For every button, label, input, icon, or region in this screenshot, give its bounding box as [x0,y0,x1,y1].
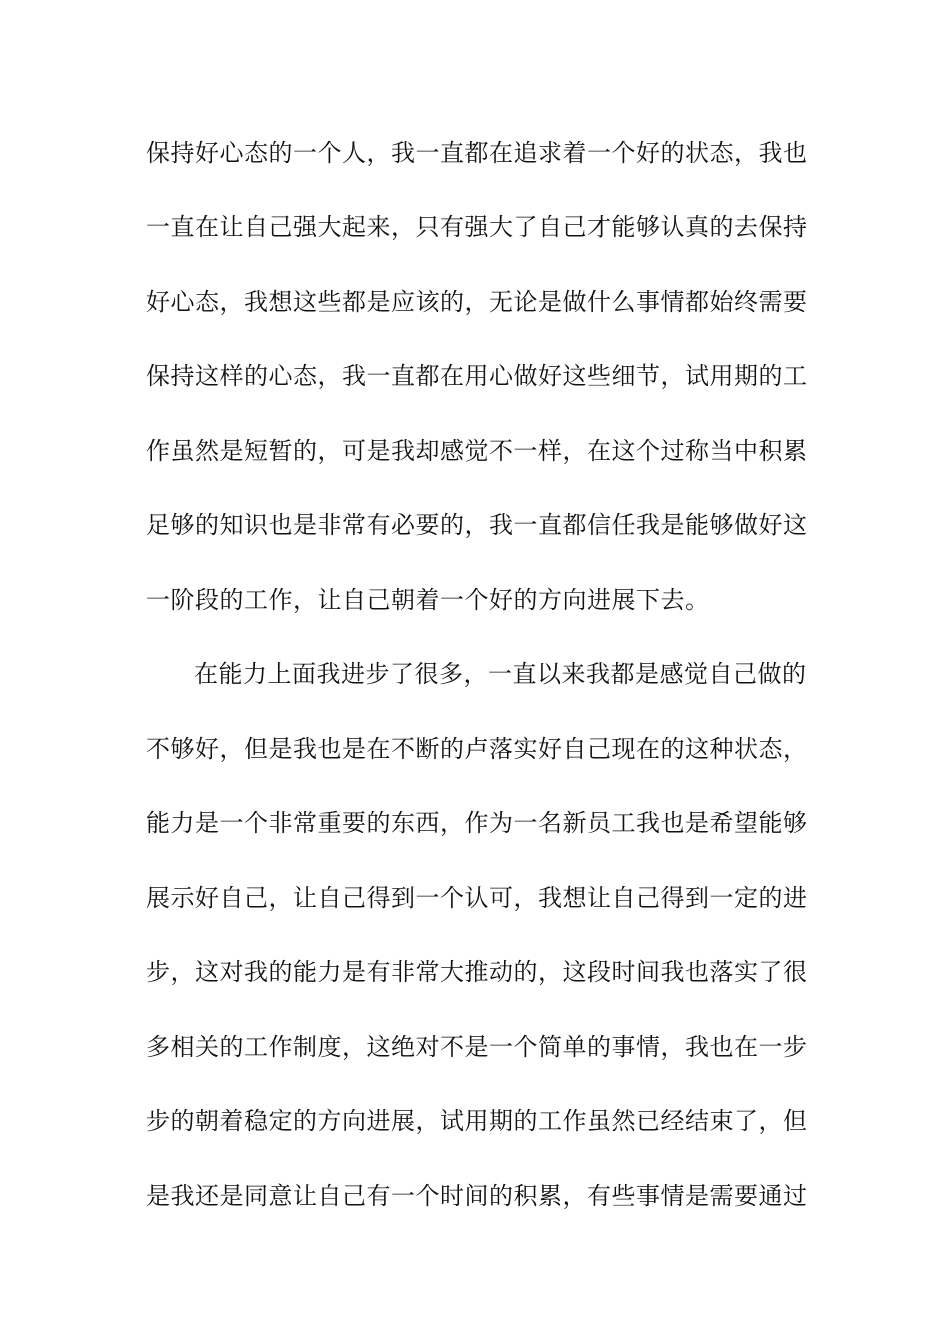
text-line: 足够的知识也是非常有必要的，我一直都信任我是能够做好这 [146,511,808,539]
paragraph-first-line: 在能力上面我进步了很多，一直以来我都是感觉自己做的 [194,660,807,688]
text-line: 能力是一个非常重要的东西，作为一名新员工我也是希望能够 [146,809,808,837]
text-line: 一直在让自己强大起来，只有强大了自己才能够认真的去保持 [146,213,808,241]
text-line: 展示好自己，让自己得到一个认可，我想让自己得到一定的进 [146,884,808,912]
text-line: 不够好，但是我也是在不断的卢落实好自己现在的这种状态， [146,735,808,763]
text-line: 保持这样的心态，我一直都在用心做好这些细节，试用期的工 [146,362,808,390]
text-line: 作虽然是短暂的，可是我却感觉不一样，在这个过称当中积累 [146,437,808,465]
text-line: 好心态，我想这些都是应该的，无论是做什么事情都始终需要 [146,288,808,316]
text-line: 一阶段的工作，让自己朝着一个好的方向进展下去。 [146,586,710,614]
text-line: 是我还是同意让自己有一个时间的积累，有些事情是需要通过 [146,1182,808,1210]
text-line: 多相关的工作制度，这绝对不是一个简单的事情，我也在一步 [146,1033,808,1061]
text-line: 保持好心态的一个人，我一直都在追求着一个好的状态，我也 [146,139,808,167]
text-line: 步的朝着稳定的方向进展，试用期的工作虽然已经结束了，但 [146,1107,808,1135]
text-line: 步，这对我的能力是有非常大推动的，这段时间我也落实了很 [146,958,808,986]
